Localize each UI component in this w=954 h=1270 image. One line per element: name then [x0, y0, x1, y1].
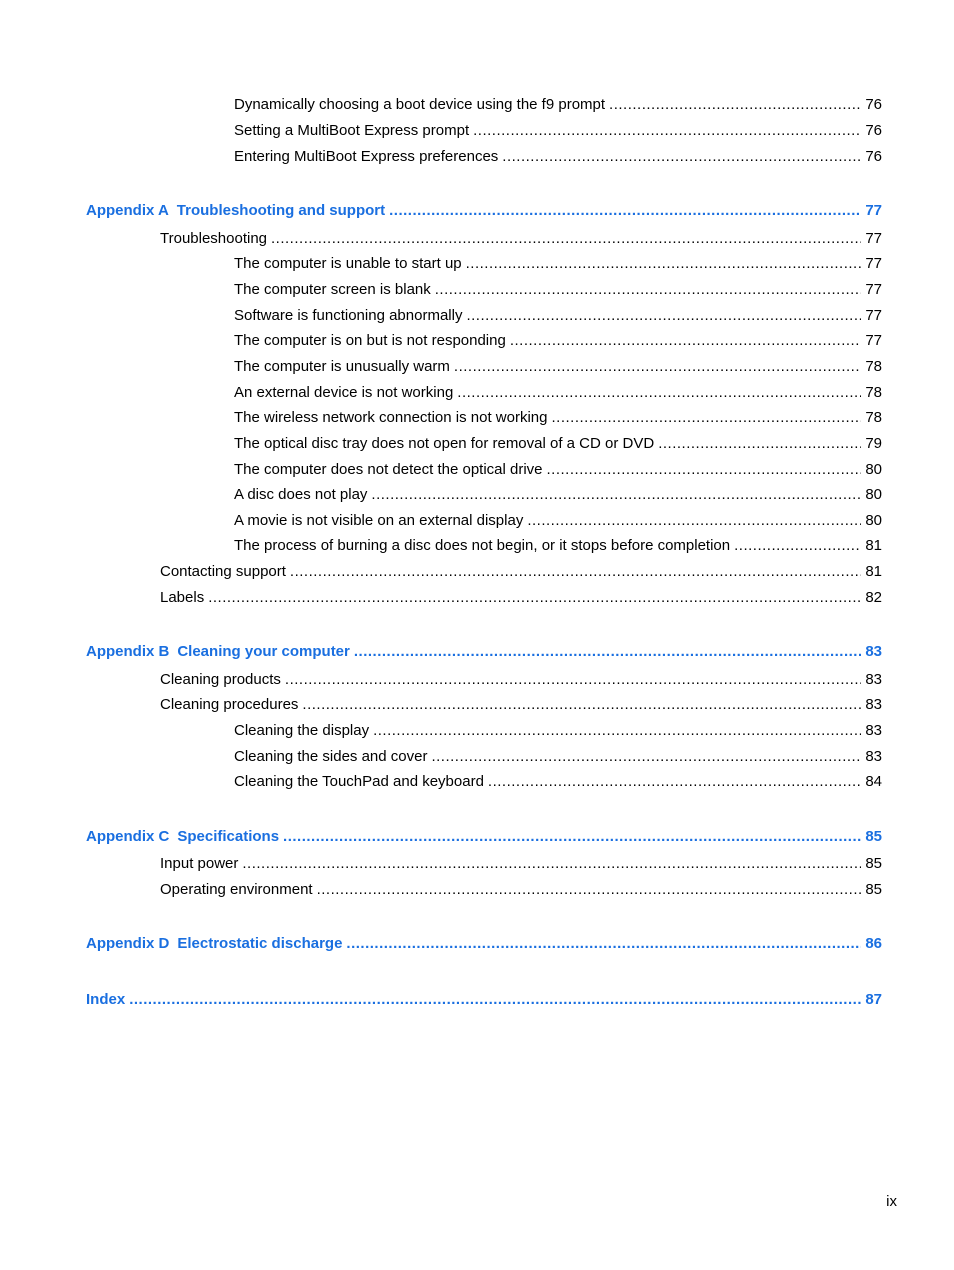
toc-entry[interactable] — [234, 407, 882, 429]
toc-entry-page: 78 — [865, 409, 882, 426]
toc-entry-title — [86, 641, 354, 663]
toc-entry-page: 83 — [865, 748, 882, 765]
toc-entry-title: The optical disc tray does not open for removal of a CD or DVD — [234, 435, 655, 452]
toc-entry-title: Cleaning products — [160, 671, 281, 688]
toc-entry-page: 76 — [865, 122, 882, 139]
toc-entry-page: 85 — [865, 881, 882, 898]
toc-entry-page: 81 — [865, 563, 882, 580]
toc-leader-dots — [285, 669, 861, 691]
toc-entry-title: A movie is not visible on an external display — [234, 512, 524, 529]
toc-leader-dots — [389, 200, 861, 222]
toc-entry-title: The wireless network connection is not working — [234, 409, 548, 426]
toc-entry-title: Entering MultiBoot Express preferences — [234, 148, 499, 165]
toc-entry-page: 86 — [865, 935, 882, 952]
toc-entry-title: Cleaning procedures — [160, 696, 299, 713]
toc-entry-title: The computer is on but is not responding — [234, 332, 506, 349]
toc-appendix-b-heading[interactable] — [86, 641, 882, 663]
toc-leader-dots — [609, 94, 861, 116]
toc-entry-title: Operating environment — [160, 881, 313, 898]
toc-leader-dots — [346, 933, 861, 955]
toc-entry-prefix: Appendix C — [86, 828, 170, 845]
toc-entry-title: Labels — [160, 589, 205, 606]
toc-entry[interactable] — [160, 879, 882, 901]
toc-leader-dots — [371, 484, 861, 506]
toc-entry-page: 83 — [865, 643, 882, 660]
toc-entry[interactable] — [234, 94, 882, 116]
toc-entry-heading-text: Electrostatic discharge — [177, 935, 343, 952]
toc-entry-title: A disc does not play — [234, 486, 368, 503]
toc-entry-page: 83 — [865, 696, 882, 713]
toc-entry[interactable] — [234, 510, 882, 532]
toc-leader-dots — [454, 356, 861, 378]
toc-entry-page: 77 — [865, 202, 882, 219]
toc-leader-dots — [734, 535, 861, 557]
toc-entry[interactable] — [234, 356, 882, 378]
toc-entry[interactable] — [160, 694, 882, 716]
toc-leader-dots — [488, 771, 861, 793]
toc-entry-page: 82 — [865, 589, 882, 606]
toc-leader-dots — [658, 433, 861, 455]
page-number: ix — [886, 1193, 897, 1210]
toc-entry-title: The computer does not detect the optical drive — [234, 461, 543, 478]
toc-entry-title — [86, 826, 283, 848]
toc-leader-dots — [551, 407, 861, 429]
toc-entry[interactable] — [234, 146, 882, 168]
toc-leader-dots — [129, 989, 861, 1011]
toc-leader-dots — [373, 720, 861, 742]
toc-entry-title: The computer is unusually warm — [234, 358, 450, 375]
toc-leader-dots — [547, 459, 862, 481]
toc-entry[interactable] — [234, 535, 882, 557]
toc-index-heading[interactable] — [86, 989, 882, 1011]
toc-leader-dots — [208, 587, 861, 609]
toc-entry-prefix: Appendix A — [86, 202, 169, 219]
toc-entry-title: Cleaning the TouchPad and keyboard — [234, 773, 484, 790]
toc-entry-title — [86, 933, 346, 955]
toc-entry-page: 80 — [865, 486, 882, 503]
toc-entry[interactable] — [234, 484, 882, 506]
toc-entry[interactable] — [160, 228, 882, 250]
toc-leader-dots — [242, 853, 861, 875]
toc-leader-dots — [473, 120, 861, 142]
toc-leader-dots — [435, 279, 862, 301]
toc-entry-page: 77 — [865, 255, 882, 272]
toc-entry-page: 85 — [865, 828, 882, 845]
toc-entry[interactable] — [234, 746, 882, 768]
toc-entry-page: 77 — [865, 332, 882, 349]
toc-entry-title: Troubleshooting — [160, 230, 268, 247]
toc-entry-page: 83 — [865, 722, 882, 739]
toc-leader-dots — [302, 694, 861, 716]
toc-entry-page: 83 — [865, 671, 882, 688]
toc-leader-dots — [354, 641, 861, 663]
toc-leader-dots — [431, 746, 861, 768]
toc-entry-title: Index — [86, 991, 126, 1008]
toc-entry-title: Cleaning the sides and cover — [234, 748, 428, 765]
toc-entry-title: The computer is unable to start up — [234, 255, 462, 272]
toc-entry-page: 80 — [865, 461, 882, 478]
toc-entry[interactable] — [234, 433, 882, 455]
toc-entry-page: 79 — [865, 435, 882, 452]
toc-entry[interactable] — [234, 459, 882, 481]
toc-entry-prefix: Appendix B — [86, 643, 170, 660]
toc-leader-dots — [510, 330, 861, 352]
toc-entry-title: Setting a MultiBoot Express prompt — [234, 122, 470, 139]
toc-entry-page: 77 — [865, 230, 882, 247]
toc-entry[interactable] — [160, 587, 882, 609]
toc-entry-page: 76 — [865, 96, 882, 113]
toc-entry-page: 87 — [865, 991, 882, 1008]
toc-entry-page: 77 — [865, 307, 882, 324]
toc-entry-title: Software is functioning abnormally — [234, 307, 463, 324]
toc-entry-heading-text: Specifications — [177, 828, 280, 845]
toc-leader-dots — [317, 879, 862, 901]
toc-leader-dots — [290, 561, 861, 583]
toc-entry[interactable] — [234, 279, 882, 301]
toc-entry-heading-text: Troubleshooting and support — [176, 202, 386, 219]
toc-entry[interactable] — [234, 382, 882, 404]
toc-entry[interactable] — [234, 253, 882, 275]
toc-entry-title: The process of burning a disc does not begin, or it stops before completion — [234, 537, 731, 554]
toc-leader-dots — [457, 382, 861, 404]
toc-entry-page: 77 — [865, 281, 882, 298]
toc-entry-page: 78 — [865, 358, 882, 375]
toc-entry-page: 84 — [865, 773, 882, 790]
toc-entry[interactable] — [234, 305, 882, 327]
toc-entry-title: Input power — [160, 855, 239, 872]
toc-leader-dots — [527, 510, 861, 532]
toc-entry-title — [86, 200, 389, 222]
toc-entry-title: An external device is not working — [234, 384, 454, 401]
toc-appendix-a-heading[interactable] — [86, 200, 882, 222]
toc-entry-page: 78 — [865, 384, 882, 401]
toc-entry[interactable] — [234, 330, 882, 352]
toc-entry-page: 81 — [865, 537, 882, 554]
toc-entry-title: Cleaning the display — [234, 722, 370, 739]
toc-leader-dots — [283, 826, 861, 848]
toc-appendix-c-heading[interactable] — [86, 826, 882, 848]
toc-entry-page: 80 — [865, 512, 882, 529]
toc-entry-title: Contacting support — [160, 563, 286, 580]
toc-entry[interactable] — [160, 561, 882, 583]
toc-entry[interactable] — [234, 771, 882, 793]
toc-entry-title: Dynamically choosing a boot device using the f9 prompt — [234, 96, 606, 113]
toc-leader-dots — [466, 253, 862, 275]
toc-entry-title: The computer screen is blank — [234, 281, 431, 298]
toc-entry-heading-text: Cleaning your computer — [177, 643, 350, 660]
toc-entry[interactable] — [160, 669, 882, 691]
toc-entry[interactable] — [160, 853, 882, 875]
toc-entry[interactable] — [234, 120, 882, 142]
toc-leader-dots — [502, 146, 861, 168]
toc-entry-page: 85 — [865, 855, 882, 872]
toc-leader-dots — [466, 305, 861, 327]
toc-entry-prefix: Appendix D — [86, 935, 170, 952]
toc-appendix-d-heading[interactable] — [86, 933, 882, 955]
toc-leader-dots — [271, 228, 861, 250]
toc-entry[interactable] — [234, 720, 882, 742]
toc-entry-page: 76 — [865, 148, 882, 165]
